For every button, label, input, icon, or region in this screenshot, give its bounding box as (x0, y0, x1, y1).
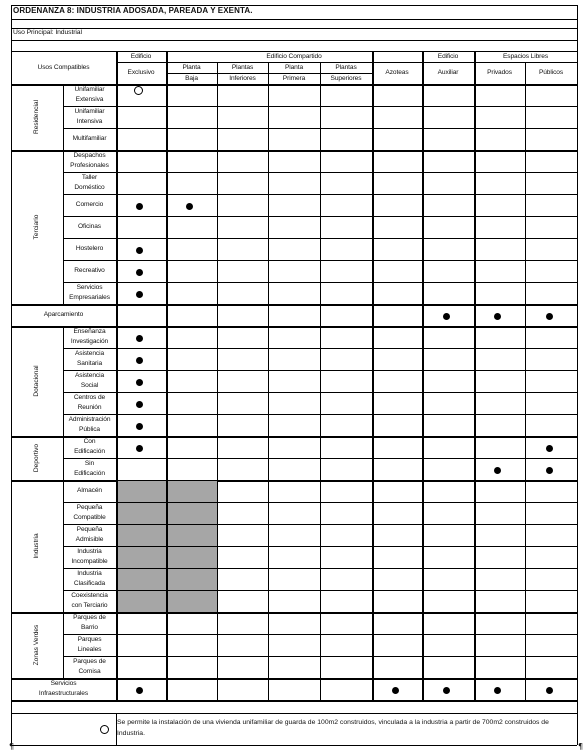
use-label-almacén: Almacén (77, 487, 102, 494)
permitted-dot-icon (136, 423, 143, 430)
shaded-cell (168, 481, 217, 502)
use-label-recreativo: Recreativo (74, 267, 105, 274)
use-label-servicios-empresariales-line2: Empresariales (69, 294, 110, 301)
group-label-line2: Infraestructurales (38, 689, 89, 697)
row-divider (63, 106, 577, 107)
grid-line-v (166, 480, 168, 612)
grid-line-v (422, 51, 424, 700)
header-publicos: Públicos (538, 69, 564, 76)
use-label-industria-incompatible-line2: Incompatible (71, 558, 108, 565)
use-label-parquesde-barrio-line2: Barrio (81, 624, 98, 631)
use-label-despachos-profesionales-line2: Profesionales (70, 162, 109, 169)
permitted-dot-icon (546, 467, 553, 474)
use-label-unifamiliar-intensiva-line2: Intensiva (76, 118, 103, 125)
shaded-cell (118, 547, 166, 568)
group-border-1 (11, 304, 577, 306)
permitted-dot-icon (494, 687, 501, 694)
shaded-cell (168, 525, 217, 546)
use-label-pequeña-admisible-line1: Pequeña (76, 526, 103, 533)
row-divider (63, 238, 577, 239)
shaded-cell (118, 481, 166, 502)
use-label-unifamiliar-extensiva-line1: Unifamiliar (74, 86, 105, 93)
shaded-cell (118, 525, 166, 546)
header-plantas-superiores-1: Plantas (335, 64, 357, 71)
use-label-pequeña-compatible-line1: Pequeña (76, 504, 103, 511)
grid-line-v (11, 700, 12, 745)
grid-line-v (372, 51, 374, 700)
permitted-dot-icon (186, 203, 193, 210)
shaded-cell (168, 591, 217, 612)
group-border-4 (11, 480, 577, 482)
header-planta-baja-1: Planta (182, 64, 201, 71)
use-label-parques-lineales-line2: Lineales (77, 646, 102, 653)
title-top-border (11, 5, 577, 6)
grid-line-h (11, 40, 577, 41)
group-label-aparcamiento: Aparcamiento (43, 311, 84, 318)
use-label-asistencia-social-line1: Asistencia (74, 372, 105, 379)
header-planta-primera-1: Planta (284, 64, 304, 71)
row-divider (63, 194, 577, 195)
group-label-dotacional: Dotacional (33, 365, 40, 397)
grid-line-h (11, 28, 577, 29)
use-label-con-edificación-line1: Con (83, 438, 96, 445)
group-label-zonas-verdes: Zonas Verdes (33, 624, 40, 666)
header-edificio-compartido: Edificio Compartido (266, 53, 322, 60)
row-divider (63, 282, 577, 283)
footnote-text: Se permite la instalación de una vivienda unifamiliar de guarda de 100m2 construidos, vinculada a la industria a partir de 700m2 construidos de Industria. (117, 719, 549, 737)
page-title: ORDENANZA 8: INDUSTRIA ADOSADA, PAREADA Y EXENTA. (13, 6, 253, 15)
header-planta-primera-2: Primera (282, 74, 306, 82)
group-label-terciario: Terciario (33, 214, 40, 240)
grid-line-h (11, 745, 577, 746)
use-label-taller-doméstico-line2: Doméstico (74, 184, 105, 191)
permitted-dot-icon (136, 357, 143, 364)
row-divider (63, 392, 577, 393)
use-label-despachos-profesionales-line1: Despachos (73, 152, 106, 159)
header-plantas-inferiores-1: Plantas (231, 64, 254, 71)
shaded-cell (168, 547, 217, 568)
use-label-enseñanza-investigación-line1: Enseñanza (73, 328, 106, 335)
row-divider (63, 172, 577, 173)
use-label-administración-pública-line1: Administración (68, 416, 111, 423)
shaded-cell (118, 591, 166, 612)
use-label-servicios-empresariales-line1: Servicios (76, 284, 103, 291)
use-label-administración-pública-line2: Pública (79, 426, 100, 433)
row-divider (63, 458, 577, 459)
use-label-pequeña-compatible-line2: Compatible (73, 514, 106, 521)
use-label-industria-clasificada-line2: Clasificada (73, 580, 106, 587)
use-label-taller-doméstico-line1: Taller (81, 174, 98, 181)
note-ring-icon (100, 725, 109, 734)
table-bottom-border (11, 700, 577, 702)
table-right-border (577, 51, 578, 700)
use-label-industria-clasificada-line1: Industria (77, 570, 102, 577)
use-label-pequeña-admisible-line2: Admisible (75, 536, 104, 543)
permitted-dot-icon (546, 313, 553, 320)
grid-line-v (577, 5, 578, 51)
permitted-dot-icon (136, 247, 143, 254)
grid-line-v (320, 62, 321, 700)
group-label-deportivo: Deportivo (33, 443, 40, 473)
title-bottom-border (11, 19, 577, 20)
use-label-parquesde-barrio-line1: Parques de (73, 614, 106, 621)
grid-line-v (268, 62, 269, 700)
grid-line-h (11, 713, 577, 714)
permitted-dot-icon (136, 445, 143, 452)
use-label-hostelero: Hostelero (75, 245, 104, 252)
row-divider (63, 348, 577, 349)
grid-line-v (577, 700, 578, 745)
use-label-asistencia-sanitaria-line2: Sanitaria (76, 360, 103, 367)
use-label-comercio: Comercio (75, 201, 104, 208)
row-divider (63, 414, 577, 415)
uso-principal-label: Uso Principal: Industrial (13, 29, 82, 36)
use-label-con-edificación-line2: Edificación (74, 448, 105, 455)
permitted-dot-icon (494, 467, 501, 474)
use-label-unifamiliar-extensiva-line2: Extensiva (75, 96, 104, 103)
use-label-centrosde-reunión-line2: Reunión (77, 404, 102, 411)
shaded-cell (168, 503, 217, 524)
use-label-asistencia-sanitaria-line1: Asistencia (74, 350, 105, 357)
header-auxiliar: Auxiliar (437, 69, 459, 76)
permitted-dot-icon (443, 687, 450, 694)
row-divider (63, 216, 577, 217)
permitted-dot-icon (136, 269, 143, 276)
group-label-industria: Industria (33, 533, 40, 559)
shaded-cell (118, 569, 166, 590)
use-label-industria-incompatible-line1: Industria (77, 548, 102, 555)
header-azoteas: Azoteas (385, 69, 409, 76)
group-label-residencial: Residencial (33, 99, 40, 135)
shaded-cell (118, 503, 166, 524)
grid-line-v (525, 62, 526, 700)
row-divider (63, 634, 577, 635)
permitted-dot-icon (136, 203, 143, 210)
use-label-parquesde-cornisa-line1: Parques de (73, 658, 106, 665)
use-label-centrosde-reunión-line1: Centros de (73, 394, 106, 401)
pilcrow-mark-left: ¶ (9, 742, 15, 751)
use-label-asistencia-social-line2: Social (80, 382, 99, 389)
permitted-dot-icon (136, 291, 143, 298)
use-label-parquesde-cornisa-line2: Cornisa (78, 668, 101, 675)
row-divider (63, 260, 577, 261)
header-exclusivo: Exclusivo (127, 69, 155, 76)
row-divider (63, 656, 577, 657)
permitted-dot-icon (443, 313, 450, 320)
header-planta-baja-2: Baja (185, 74, 198, 82)
use-label-unifamiliar-intensiva-line1: Unifamiliar (74, 108, 105, 115)
use-label-sin-edificación-line2: Edificación (74, 470, 105, 477)
header-privados: Privados (487, 69, 512, 76)
header-usos-compatibles: Usos Compatibles (37, 64, 90, 71)
conditional-ring-icon (134, 86, 143, 95)
use-label-coexistencia-conterciario-line1: Coexistencia (71, 592, 108, 599)
permitted-dot-icon (392, 687, 399, 694)
pilcrow-mark-right: ¶ (578, 742, 584, 751)
permitted-dot-icon (546, 445, 553, 452)
group-label-line1: Servicios (50, 679, 77, 687)
row-divider (63, 128, 577, 129)
header-plantas-superiores-2: Superiores (330, 74, 362, 82)
permitted-dot-icon (136, 335, 143, 342)
row-divider (63, 370, 577, 371)
permitted-dot-icon (494, 313, 501, 320)
grid-line-v (11, 5, 12, 51)
header-edificio: Edificio (130, 53, 152, 60)
use-label-parques-lineales-line1: Parques (77, 636, 102, 643)
permitted-dot-icon (136, 379, 143, 386)
use-label-oficinas: Oficinas (77, 223, 102, 230)
use-label-enseñanza-investigación-line2: Investigación (70, 338, 109, 345)
shaded-cell (168, 569, 217, 590)
permitted-dot-icon (136, 401, 143, 408)
permitted-dot-icon (136, 687, 143, 694)
use-label-coexistencia-conterciario-line2: con Terciario (71, 602, 108, 609)
table-left-border (11, 51, 12, 700)
header-espacios-libres: Espacios Libres (502, 53, 549, 60)
use-label-multifamiliar: Multifamiliar (72, 135, 107, 142)
grid-line-v (474, 51, 476, 700)
header-plantas-inferiores-2: Inferiores (229, 74, 256, 82)
header-edificio-auxiliar-top: Edificio (437, 53, 459, 60)
use-label-sin-edificación-line1: Sin (84, 460, 95, 467)
permitted-dot-icon (546, 687, 553, 694)
grid-line-v (217, 62, 218, 700)
